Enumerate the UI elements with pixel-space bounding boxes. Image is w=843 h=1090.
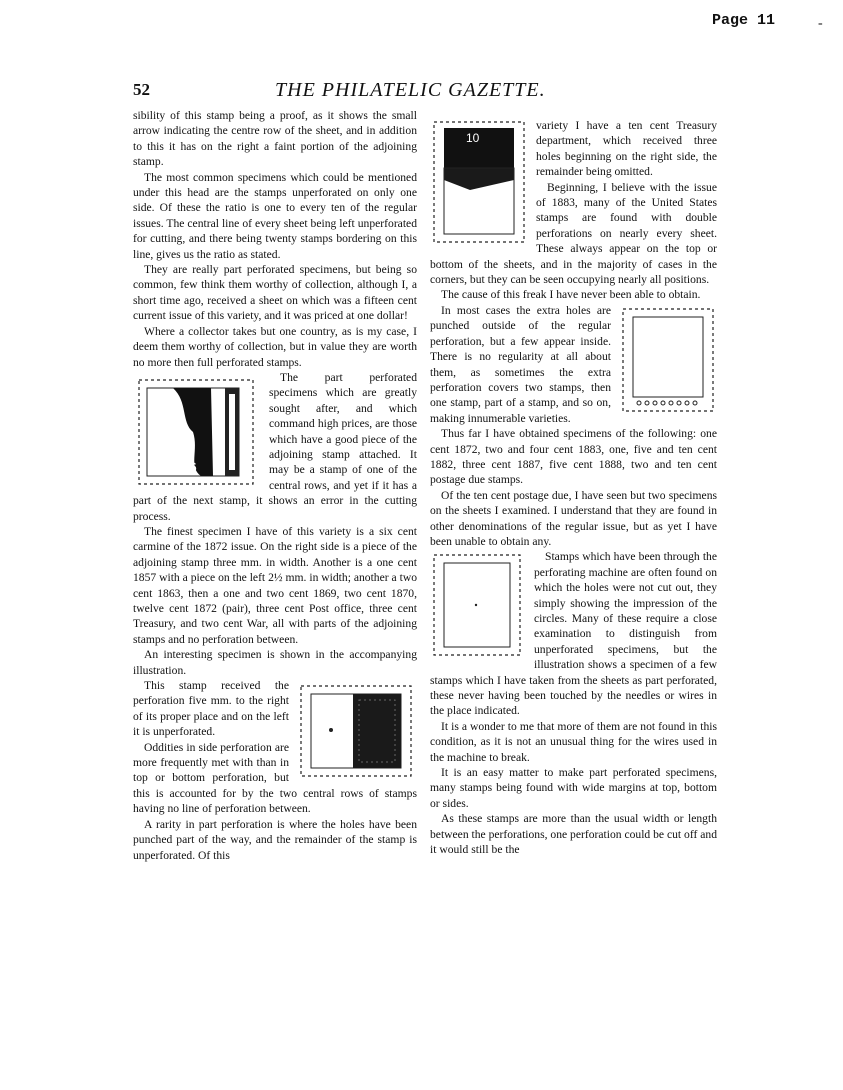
double-perforation-stamp-illustration (619, 305, 717, 417)
paragraph: It is a wonder to me that more of them are not found in this condition, as it is not an unusual thing for the wires used in the machine to break. (430, 719, 717, 764)
paragraph: An interesting specimen is shown in the accompanying illustration. (133, 648, 417, 677)
paragraph: This stamp received the perforation five mm. to the right of its proper place and on the left it is unperforated. (133, 679, 289, 739)
paragraph: variety I have a ten cent Treasury department, which received three holes beginning on the right side, the remainder being omitted. (536, 119, 717, 179)
paragraph: Beginning, I believe with the issue of 1883, many of the United States stamps are found with double perforations on nearly every sheet. These always appear on the top or bottom of the sheets, and in the majority of cases in the corners, but they can be seen occupying nearly all positions. (430, 180, 717, 287)
stamp-pair-illustration (133, 372, 261, 490)
side-perforated-stamp-illustration (297, 680, 417, 780)
page-number: 52 (133, 80, 150, 99)
paragraph: Thus far I have obtained specimens of the following: one cent 1872, two and four cent 1883, one, five and ten cent 1882, three cent 1887, five cent 1888, two and ten cent postage due stamps. (430, 427, 717, 487)
paragraph: Stamps which have been through the perforating machine are often found on which the holes were not cut out, they simply showing the impression of the circles. Many of these require a close examination to distinguish from unperforated specimens, but the illustration shows a specimen of a few stamps which I have taken from the sheets as part perforated, these never having been touched by the needles or wires in the place indicated. (430, 550, 717, 718)
paragraph: It is an easy matter to make part perforated specimens, many stamps being found with wide margins at top, bottom or sides. (430, 766, 717, 810)
left-column (133, 108, 417, 863)
paragraph: The finest specimen I have of this variety is a six cent carmine of the 1872 issue. On the right side is a piece of the adjoining stamp three mm. in width. Another is a one cent 1857 with a piece on the left 2½ mm. in width; another a two cent 1863, then a one and two cent 1869, two cent 1870, twelve cent 1872 (pair), three cent Post office, three cent Treasury, and two cent War, all with parts of the adjoining stamps and no perforation between. (133, 524, 417, 646)
corner-mark: - (818, 16, 823, 31)
paragraph: Where a collector takes but one country, as is my case, I deem them worthy of collection, but in value they are worth no more then full perforated stamps. (133, 324, 417, 369)
paragraph: A rarity in part perforation is where the holes have been punched part of the way, and the remainder of the stamp is unperforated. Of this (133, 817, 417, 862)
journal-title: THE PHILATELIC GAZETTE. (275, 79, 546, 101)
paragraph: The cause of this freak I have never been able to obtain. (441, 288, 701, 302)
unpunched-perforation-stamp-illustration (430, 551, 526, 661)
paragraph: They are really part perforated specimens, but being so common, few think them worthy of collection, although I, a short time ago, received a sheet on which was a fifteen cent current issue of this variety, and it was priced at one dollar! (133, 263, 417, 323)
paragraph: The part perforated specimens which are greatly sought after, and which command high prices, are those which have a good piece of the adjoining stamp attached. It may be a stamp of one of the central rows, and yet if it has a part of the next stamp, it shows an error in the cutting process. (133, 370, 417, 523)
paragraph: The most common specimens which could be mentioned under this head are the stamps unperforated on only one side. Of these the ratio is one to every ten of the regular issues. The central line of every sheet being left unperforated for cutting, and there being twenty stamps bordering on this line, gives us the ratio as stated. (133, 170, 417, 261)
page-label: Page 11 (712, 12, 776, 29)
paragraph: In most cases the extra holes are punched outside of the regular perforation, but a few appear inside. There is no regularity at all about them, as sometimes the extra perforation covers two stamps, then one stamp, part of a stamp, and so on, making innumerable varieties. (430, 303, 611, 425)
page-header (133, 80, 693, 104)
stamp-denomination-label: 6 (189, 458, 197, 475)
right-column (430, 118, 717, 858)
paragraph: Of the ten cent postage due, I have seen but two specimens on the sheets I examined. I understand that they are found in other denominations of the regular issue, but as yet I have been unable to obtain any. (430, 488, 717, 548)
treasury-stamp-illustration (430, 120, 528, 246)
stamp-denomination-label: 10 (466, 131, 480, 145)
paragraph: Oddities in side perforation are more frequently met with than in top or bottom perforation, but this is accounted for by the two central rows of stamps having no line of perforation between. (133, 740, 417, 816)
paragraph: As these stamps are more than the usual width or length between the perforations, one perforation could be cut off and it would still be the (430, 812, 717, 857)
paragraph: sibility of this stamp being a proof, as it shows the small arrow indicating the centre row of the sheet, and in addition to this it has on the right a faint portion of the adjoining stamp. (133, 109, 417, 169)
